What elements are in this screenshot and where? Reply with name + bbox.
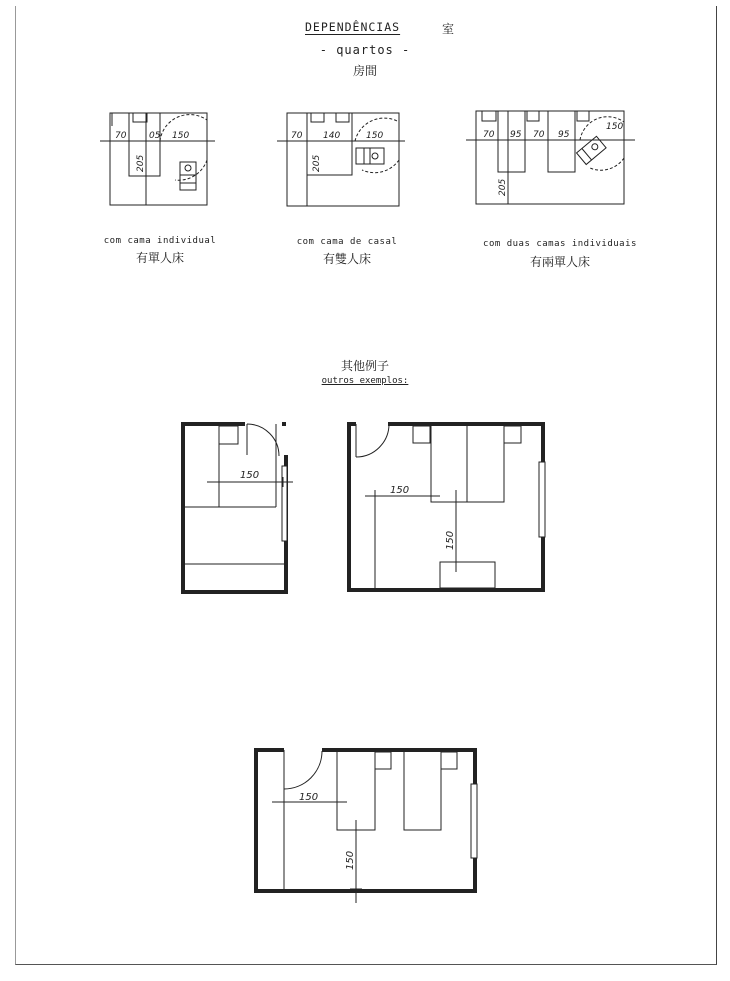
plan-single-caption: com cama individual <box>103 236 217 246</box>
dimension-label: 205 <box>312 154 322 172</box>
wheelchair-user-icon <box>185 165 191 171</box>
furniture <box>440 562 495 588</box>
dimension-label: 95 <box>510 130 522 140</box>
pillow <box>336 113 349 122</box>
plan-double-caption: com cama de casal <box>296 237 398 247</box>
examples-heading: outros exemplos: <box>321 376 409 386</box>
pillow <box>311 113 324 122</box>
dimension-label: 150 <box>390 485 410 496</box>
dimension-label: 150 <box>606 122 624 132</box>
bed <box>337 750 375 830</box>
dimension-label: 150 <box>345 850 356 870</box>
pillow <box>527 111 539 121</box>
page-title-chinese: 室 <box>442 22 455 36</box>
page-subtitle: - quartos - <box>319 43 411 57</box>
dimension-label: 150 <box>445 530 456 550</box>
dimension-label: 205 <box>136 154 146 172</box>
dimension-label: 05 <box>149 131 161 141</box>
bed <box>548 111 575 172</box>
page-subtitle-chinese: 房間 <box>352 64 377 78</box>
door-swing <box>247 424 279 456</box>
dimension-label: 70 <box>291 131 303 141</box>
wheelchair-icon <box>577 136 607 164</box>
plan-double-bed <box>277 113 405 206</box>
bed <box>498 111 525 172</box>
page-title: DEPENDÊNCIAS <box>305 20 401 34</box>
door-swing <box>356 424 389 457</box>
dimension-label: 150 <box>366 131 384 141</box>
dimension-label: 150 <box>299 792 319 803</box>
room-outline <box>287 113 399 206</box>
pillow <box>219 426 238 444</box>
pillow <box>482 111 496 121</box>
pillow <box>441 752 457 769</box>
examples-heading-chinese: 其他例子 <box>340 359 389 373</box>
pillow <box>577 111 589 121</box>
plan-single-caption-chinese: 有單人床 <box>135 251 184 265</box>
window <box>539 462 545 537</box>
bed <box>404 750 441 830</box>
dimension-label: 205 <box>498 178 508 196</box>
pillow <box>413 426 430 443</box>
dimension-label: 140 <box>323 131 341 141</box>
plan-double-caption-chinese: 有雙人床 <box>322 252 371 266</box>
dimension-label: 70 <box>115 131 127 141</box>
pillow <box>375 752 391 769</box>
wall <box>256 750 475 891</box>
example-plan-c <box>256 750 477 903</box>
wall <box>183 424 286 592</box>
plan-twin-caption-chinese: 有兩單人床 <box>529 255 590 269</box>
dimension-label: 150 <box>240 470 260 481</box>
turning-circle <box>590 158 624 170</box>
pillow <box>133 113 147 122</box>
pillow <box>504 426 521 443</box>
plan-single-bed <box>100 113 215 205</box>
dimension-label: 150 <box>172 131 190 141</box>
room-outline <box>110 113 207 205</box>
dimension-label: 70 <box>483 130 495 140</box>
dimension-label: 70 <box>533 130 545 140</box>
example-plan-a <box>183 424 293 592</box>
dimension-label: 95 <box>558 130 570 140</box>
turning-circle <box>362 160 399 173</box>
plan-twin-caption: com duas camas individuais <box>483 239 637 249</box>
example-plan-b <box>349 424 545 590</box>
door-swing <box>284 751 322 789</box>
window <box>471 784 477 858</box>
wheelchair-user-icon <box>372 153 378 159</box>
